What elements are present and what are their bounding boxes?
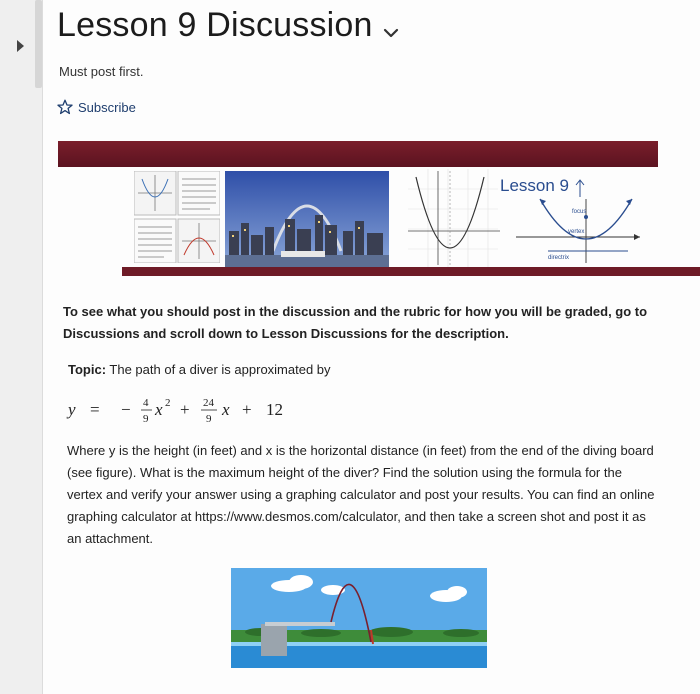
must-post-notice: Must post first. xyxy=(59,64,144,79)
formula-x2: x xyxy=(222,400,230,419)
topic-line xyxy=(68,362,331,377)
vertex-label: vertex xyxy=(568,229,585,235)
subscribe-button[interactable] xyxy=(57,99,136,115)
diver-path-formula xyxy=(66,392,346,428)
topic-text: The path of a diver is approximated by xyxy=(106,362,331,377)
formula-minus: − xyxy=(121,400,131,419)
formula-y: y xyxy=(68,400,76,419)
focus-label: focus xyxy=(572,209,587,215)
formula-plus2: + xyxy=(242,400,252,419)
formula-b-num: 24 xyxy=(203,397,214,409)
intro-instructions: To see what you should post in the discussion and the rubric for how you will be graded, go to Discussions and scroll down to Lesson Discussions for the description. xyxy=(63,304,648,341)
left-rail xyxy=(0,0,43,694)
formula-equals: = xyxy=(90,400,100,419)
formula-constant: 12 xyxy=(266,400,283,419)
formula-x1: x xyxy=(155,400,163,419)
formula-a-num: 4 xyxy=(143,397,149,409)
formula-b-den: 9 xyxy=(206,413,212,425)
problem-description: Where y is the height (in feet) and x is the horizontal distance (in feet) from the end of the diving board (see figure). What is the maximum height of the diver? Find the solution using the formula for the vertex and verify your answer using a graphing calculator and post your results. You can find an online graphing calculator at https://www.desmos.com/calculator, and then take a screen shot and post it as an attachment. xyxy=(67,443,655,546)
page-title: Lesson 9 Discussion xyxy=(57,6,373,44)
lesson-banner xyxy=(58,141,658,279)
subscribe-label: Subscribe xyxy=(78,99,136,115)
worksheet-thumbnails xyxy=(134,171,220,263)
expand-arrow-icon[interactable] xyxy=(17,40,24,52)
formula-plus1: + xyxy=(180,400,190,419)
banner-top-bar xyxy=(58,141,658,167)
collapse-handle[interactable] xyxy=(35,0,42,88)
diver-figure xyxy=(231,568,487,668)
city-skyline-photo xyxy=(225,171,389,267)
directrix-label: directrix xyxy=(548,255,570,261)
chevron-down-icon[interactable] xyxy=(380,22,402,44)
topic-label: Topic: xyxy=(68,362,107,377)
parabola-graphs xyxy=(408,169,648,267)
banner-bottom-bar xyxy=(122,267,700,276)
banner-graph-title: Lesson 9 xyxy=(500,176,569,195)
formula-a-den: 9 xyxy=(143,413,149,425)
formula-exp: 2 xyxy=(165,397,171,409)
star-icon xyxy=(57,99,73,115)
